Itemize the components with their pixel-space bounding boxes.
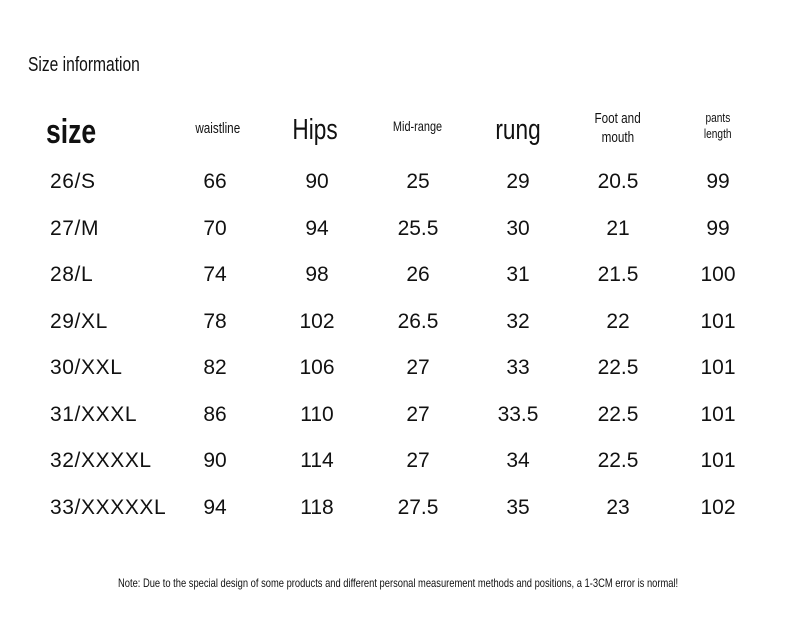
foot-and-mouth-cell: 21 [606, 216, 630, 240]
rung-cell: 33 [506, 356, 530, 379]
rung-cell: 33.5 [497, 402, 539, 426]
pants-length-cell: 99 [706, 170, 730, 193]
header-size [46, 113, 110, 152]
rung-cell: 32 [506, 309, 530, 333]
table-row [0, 253, 790, 300]
hips-cell: 106 [299, 356, 335, 379]
pants-length-cell: 101 [700, 356, 736, 379]
hips-cell: 90 [305, 170, 329, 193]
table-row [0, 486, 790, 533]
pants-length-cell: 102 [700, 495, 736, 519]
hips-cell: 110 [300, 402, 334, 426]
waistline-cell: 78 [203, 309, 227, 333]
header-foot-line1: Foot and [594, 110, 642, 127]
waistline-cell: 66 [203, 170, 227, 193]
table-row [0, 207, 790, 254]
hips-cell: 102 [299, 309, 335, 333]
hips-cell: 118 [300, 495, 334, 519]
mid-range-cell: 27 [406, 449, 430, 472]
mid-range-cell: 25.5 [397, 216, 439, 240]
waistline-cell: 70 [203, 216, 227, 240]
size-cell: 31/XXXL [50, 402, 138, 426]
size-cell: 33/XXXXXL [50, 495, 167, 519]
rung-cell: 34 [506, 449, 530, 472]
foot-and-mouth-cell: 22.5 [597, 449, 639, 472]
header-hips-text: Hips [292, 114, 338, 146]
hips-cell: 94 [305, 216, 329, 240]
header-foot-and-mouth [568, 110, 668, 148]
pants-length-cell: 101 [700, 449, 736, 472]
mid-range-cell: 26.5 [397, 309, 439, 333]
header-rung [468, 112, 568, 148]
header-mid-range [368, 118, 468, 136]
waistline-cell: 74 [203, 263, 227, 286]
waistline-cell: 82 [203, 356, 227, 379]
mid-range-cell: 27 [406, 402, 430, 426]
size-cell: 27/M [50, 216, 100, 240]
header-rung-text: rung [495, 114, 541, 146]
page-title [28, 54, 171, 77]
foot-and-mouth-cell: 21.5 [597, 263, 639, 286]
size-cell: 32/XXXXL [50, 449, 152, 472]
rung-cell: 29 [506, 170, 530, 193]
header-waistline [168, 120, 268, 139]
header-pants-length [668, 110, 768, 143]
pants-length-cell: 100 [700, 263, 736, 286]
hips-cell: 114 [300, 449, 334, 472]
rung-cell: 30 [506, 216, 530, 240]
header-foot-line2: mouth [601, 128, 635, 146]
size-cell: 28/L [50, 263, 94, 286]
pants-length-cell: 99 [706, 216, 730, 240]
header-pants-line1: pants [705, 110, 731, 125]
waistline-cell: 90 [203, 449, 227, 472]
size-table [0, 160, 790, 532]
pants-length-cell: 101 [700, 402, 736, 426]
mid-range-cell: 26 [406, 263, 430, 286]
foot-and-mouth-cell: 22 [606, 309, 630, 333]
mid-range-cell: 25 [406, 170, 430, 193]
table-row [0, 439, 790, 486]
table-row [0, 346, 790, 393]
size-cell: 30/XXL [50, 356, 123, 379]
waistline-cell: 86 [203, 402, 227, 426]
footnote [118, 576, 790, 590]
header-waistline-text: waistline [195, 120, 241, 137]
foot-and-mouth-cell: 20.5 [597, 170, 639, 193]
header-mid-range-text: Mid-range [393, 118, 443, 134]
pants-length-cell: 101 [700, 309, 736, 333]
foot-and-mouth-cell: 23 [606, 495, 630, 519]
foot-and-mouth-cell: 22.5 [597, 356, 639, 379]
mid-range-cell: 27.5 [397, 495, 439, 519]
footnote-text: Note: Due to the special design of some products and different personal measurement methods and positions, a 1-3CM error is normal! [118, 576, 679, 590]
hips-cell: 98 [305, 263, 329, 286]
size-cell: 29/XL [50, 309, 108, 333]
rung-cell: 35 [506, 495, 530, 519]
table-row [0, 160, 790, 207]
header-pants-line2: length [704, 126, 732, 142]
foot-and-mouth-cell: 22.5 [597, 402, 639, 426]
rung-cell: 31 [506, 263, 530, 286]
table-row [0, 393, 790, 440]
size-cell: 26/S [50, 170, 96, 193]
waistline-cell: 94 [203, 495, 227, 519]
header-hips [265, 112, 365, 148]
page-title-text: Size information [28, 54, 140, 76]
table-row [0, 300, 790, 347]
mid-range-cell: 27 [406, 356, 430, 379]
header-size-text: size [46, 113, 97, 151]
